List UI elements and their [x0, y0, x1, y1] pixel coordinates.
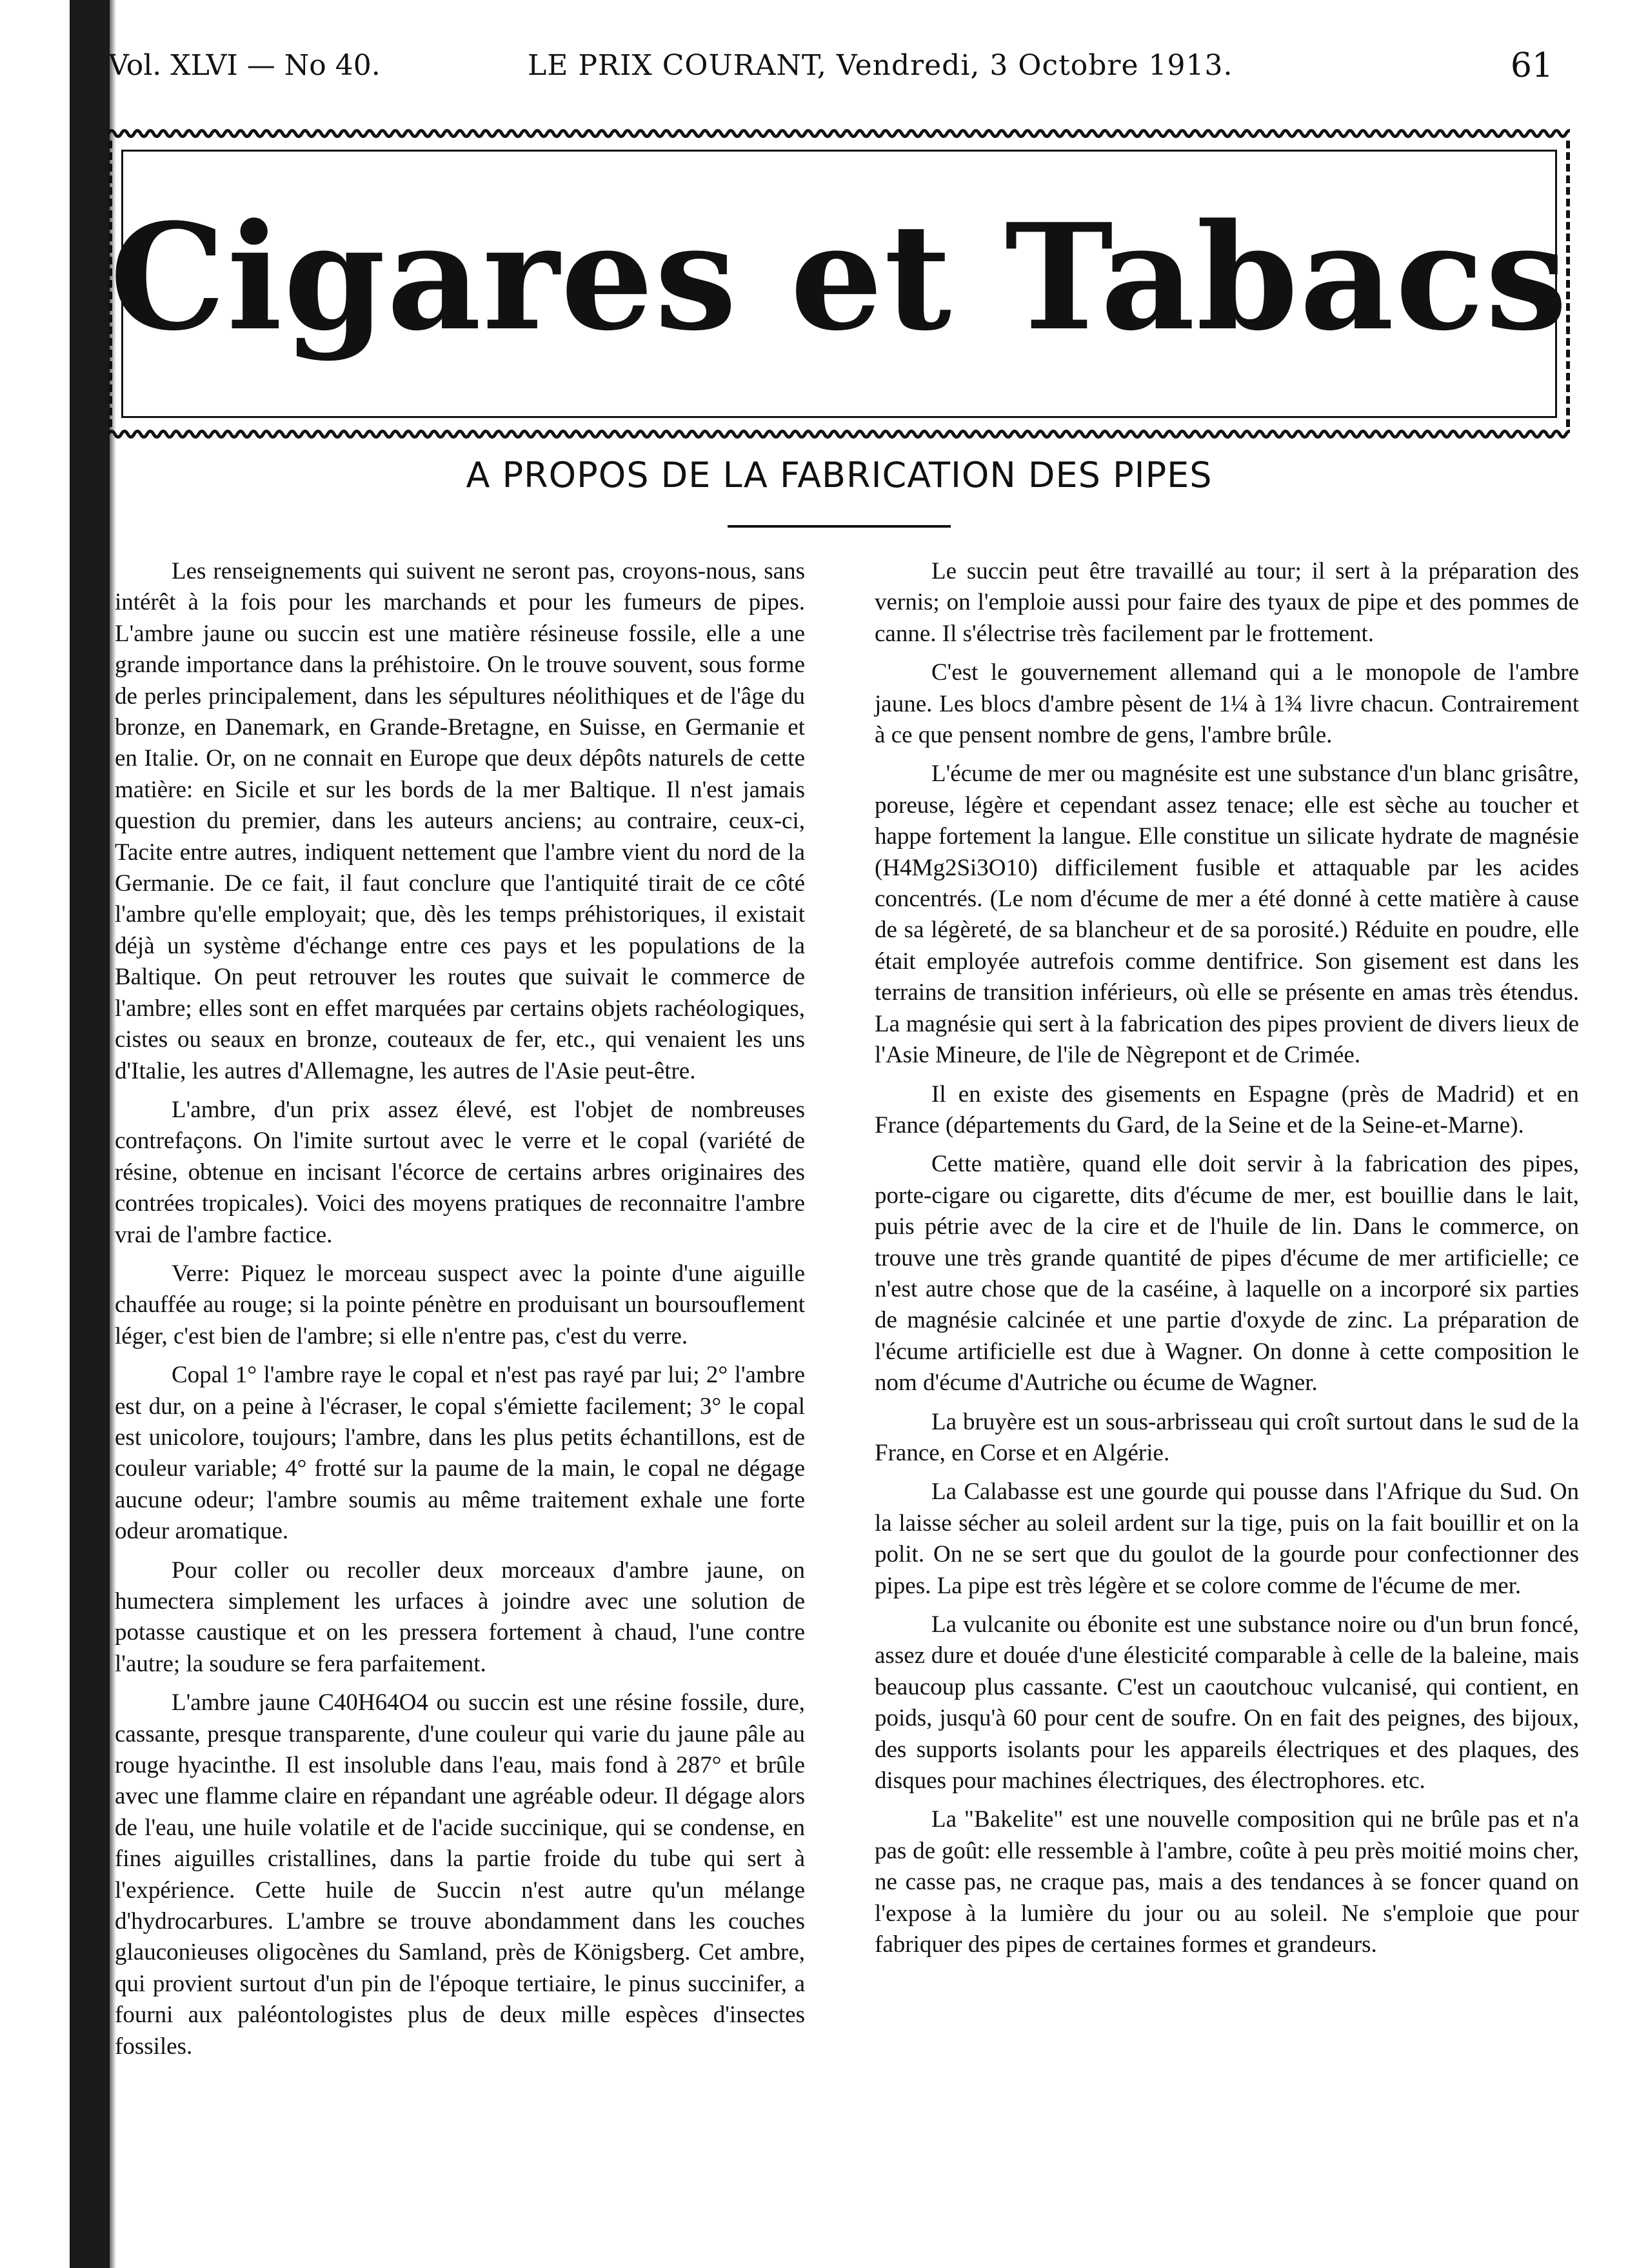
- section-banner: [108, 126, 1570, 441]
- article-paragraph: Les renseignements qui suivent ne seront pas, croyons-nous, sans intérêt à la fois pour les marchands et pour les fumeurs de pipes. L'ambre jaune ou succin est une matière résineuse fossile, elle a une grande importance dans la préhistoire. On le trouve souvent, sous forme de perles principalement, dans les sépultures néolithiques et de l'âge du bronze, en Danemark, en Grande-Bretagne, en Suisse, en Germanie et en Italie. Or, on ne connait en Europe que deux dépôts naturels de cette matière: en Sicile et sur les bords de la mer Baltique. Il n'est jamais question du premier, dans les auteurs anciens; au contraire, ceux-ci, Tacite entre autres, indiquent nettement que l'ambre vient du nord de la Germanie. De ce fait, il faut conclure que l'antiquité tirait de ce côté l'ambre qu'elle employait; que, dès les temps préhistoriques, il existait déjà un système d'échange entre ces pays et les populations de la Baltique. On peut retrouver les routes que suivait le commerce de l'ambre; elles sont en effet marquées par certains objets rachéologiques, cistes ou seaux en bronze, couteaux de fer, etc., qui venaient les uns d'Italie, les autres d'Allemagne, les autres de l'Asie peut-être.: [115, 558, 805, 1084]
- article-title: A PROPOS DE LA FABRICATION DES PIPES: [466, 455, 1213, 495]
- article-paragraph: Il en existe des gisements en Espagne (près de Madrid) et en France (départements du Gard, de la Seine et de la Seine-et-Marne).: [875, 1080, 1579, 1139]
- volume-number: Vol. XLVI — No 40.: [108, 49, 381, 82]
- running-header: [108, 40, 1553, 92]
- article-paragraph: La Calabasse est une gourde qui pousse dans l'Afrique du Sud. On la laisse sécher au soleil ardent sur la tige, puis on la fait bouillir et on la polit. On ne se sert que du goulot de la gourde pour confectionner des pipes. La pipe est très légère et se colore comme de l'écume de mer.: [875, 1478, 1579, 1599]
- banner-wavy-border-bottom: [108, 427, 1570, 441]
- banner-wavy-border-top: [108, 126, 1570, 141]
- article-paragraph: C'est le gouvernement allemand qui a le monopole de l'ambre jaune. Les blocs d'ambre pèsent de 1¼ à 1¾ livre chacun. Contrairement à ce que pensent nombre de gens, l'ambre brûle.: [875, 659, 1579, 749]
- article-paragraph: L'ambre, d'un prix assez élevé, est l'objet de nombreuses contrefaçons. On l'imite surtout avec le verre et le copal (variété de résine, obtenue en incisant l'écorce de certains arbres originaires des contrées tropicales). Voici des moyens pratiques de reconnaitre l'ambre vrai de l'ambre factice.: [115, 1096, 805, 1248]
- publication-line: LE PRIX COURANT, Vendredi, 3 Octobre 1913.: [528, 49, 1233, 82]
- article-paragraph: Verre: Piquez le morceau suspect avec la pointe d'une aiguille chauffée au rouge; si la pointe pénètre en produisant un boursouflement léger, c'est bien de l'ambre; si elle n'entre pas, c'est du verre.: [115, 1260, 805, 1349]
- article-paragraph: Cette matière, quand elle doit servir à la fabrication des pipes, porte-cigare ou cigarette, dits d'écume de mer, est bouillie dans le lait, puis pétrie avec de la cire et de l'huile de lin. Dans le commerce, on trouve une très grande quantité de pipes d'écume de mer artificielle; ce n'est autre chose que de la caséine, à laquelle on a incorporé six parties de magnésie calcinée et une partie d'oxyde de zinc. La préparation de l'écume artificielle est due à Wagner. On donne à cette composition le nom d'écume d'Autriche ou écume de Wagner.: [875, 1151, 1579, 1397]
- section-title: Cigares et Tabacs: [109, 192, 1569, 363]
- article-paragraph: Le succin peut être travaillé au tour; il sert à la préparation des vernis; on l'emploie aussi pour faire des tyaux de pipe et des pommes de canne. Il s'électrise très facilement par le frottement.: [875, 558, 1579, 647]
- article-paragraph: L'ambre jaune C40H64O4 ou succin est une résine fossile, dure, cassante, presque transparente, d'une couleur qui varie du jaune pâle au rouge hyacinthe. Il est insoluble dans l'eau, mais fond à 287° et brûle avec une flamme claire en répandant une agréable odeur. Il dégage alors de l'eau, une huile volatile et de l'acide succinique, qui se condense, en fines aiguilles cristallines, dans la partie froide du tube qui sert à l'expérience. Cette huile de Succin n'est autre qu'un mélange d'hydrocarbures. L'ambre se trouve abondamment dans les couches glauconieuses oligocènes du Samland, près de Königsberg. Cet ambre, qui provient surtout d'un pin de l'époque tertiaire, le pinus succinifer, a fourni aux paléontologistes plus de deux mille espèces d'insectes fossiles.: [115, 1689, 805, 2060]
- article-paragraph: L'écume de mer ou magnésite est une substance d'un blanc grisâtre, poreuse, légère et cependant assez tenace; elle est sèche au toucher et happe fortement la langue. Elle constitue un silicate hydrate de magnésie (H4Mg2Si3O10) difficilement fusible et attaquable par les acides concentrés. (Le nom d'écume de mer a été donné à cette matière à cause de sa légèreté, de sa blancheur et de sa porosité.) Réduite en poudre, elle était employée autrefois comme dentifrice. Son gisement est dans les terrains de transition inférieurs, où elle se présente en amas très étendus. La magnésie qui sert à la fabrication des pipes provient de divers lieux de l'Asie Mineure, de l'ile de Nègrepont et de Crimée.: [875, 761, 1579, 1069]
- article-paragraph: Pour coller ou recoller deux morceaux d'ambre jaune, on humectera simplement les urfaces à joindre avec une solution de potasse caustique et on les pressera fortement à chaud, l'une contre l'autre; la soudure se fera parfaitement.: [115, 1557, 805, 1677]
- article-paragraph: La "Bakelite" est une nouvelle composition qui ne brûle pas et n'a pas de goût: elle ressemble à l'ambre, coûte à peu près moitié moins cher, ne casse pas, ne craque pas, mais a des tendances à se foncer quand on l'expose à la lumière du jour ou au soleil. Ne s'emploie que pour fabriquer des pipes de certaines formes et grandeurs.: [875, 1806, 1579, 1958]
- article-column-left: [115, 556, 805, 2070]
- page-binding-shadow: [70, 0, 110, 2268]
- title-divider: [728, 525, 951, 528]
- page-number: 61: [1510, 46, 1553, 85]
- article-paragraph: Copal 1° l'ambre raye le copal et n'est pas rayé par lui; 2° l'ambre est dur, on a peine à l'écraser, le copal s'émiette facilement; 3° le copal est unicolore, toujours; l'ambre, dans les plus petits échantillons, est de couleur variable; 4° frotté sur la paume de la main, le copal ne dégage aucune odeur; l'ambre soumis au même traitement exhale une forte odeur aromatique.: [115, 1362, 805, 1545]
- article-paragraph: La vulcanite ou ébonite est une substance noire ou d'un brun foncé, assez dure et douée d'une élesticité comparable à celle de la baleine, mais beaucoup plus cassante. C'est un caoutchouc vulcanisé, qui contient, en poids, jusqu'à 60 pour cent de soufre. On en fait des peignes, des bijoux, des supports isolants pour les appareils électriques et des plaques, des disques pour machines électriques, des électrophores. etc.: [875, 1611, 1579, 1795]
- article-paragraph: La bruyère est un sous-arbrisseau qui croît surtout dans le sud de la France, en Corse et en Algérie.: [875, 1408, 1579, 1466]
- article-column-right: [875, 556, 1579, 1968]
